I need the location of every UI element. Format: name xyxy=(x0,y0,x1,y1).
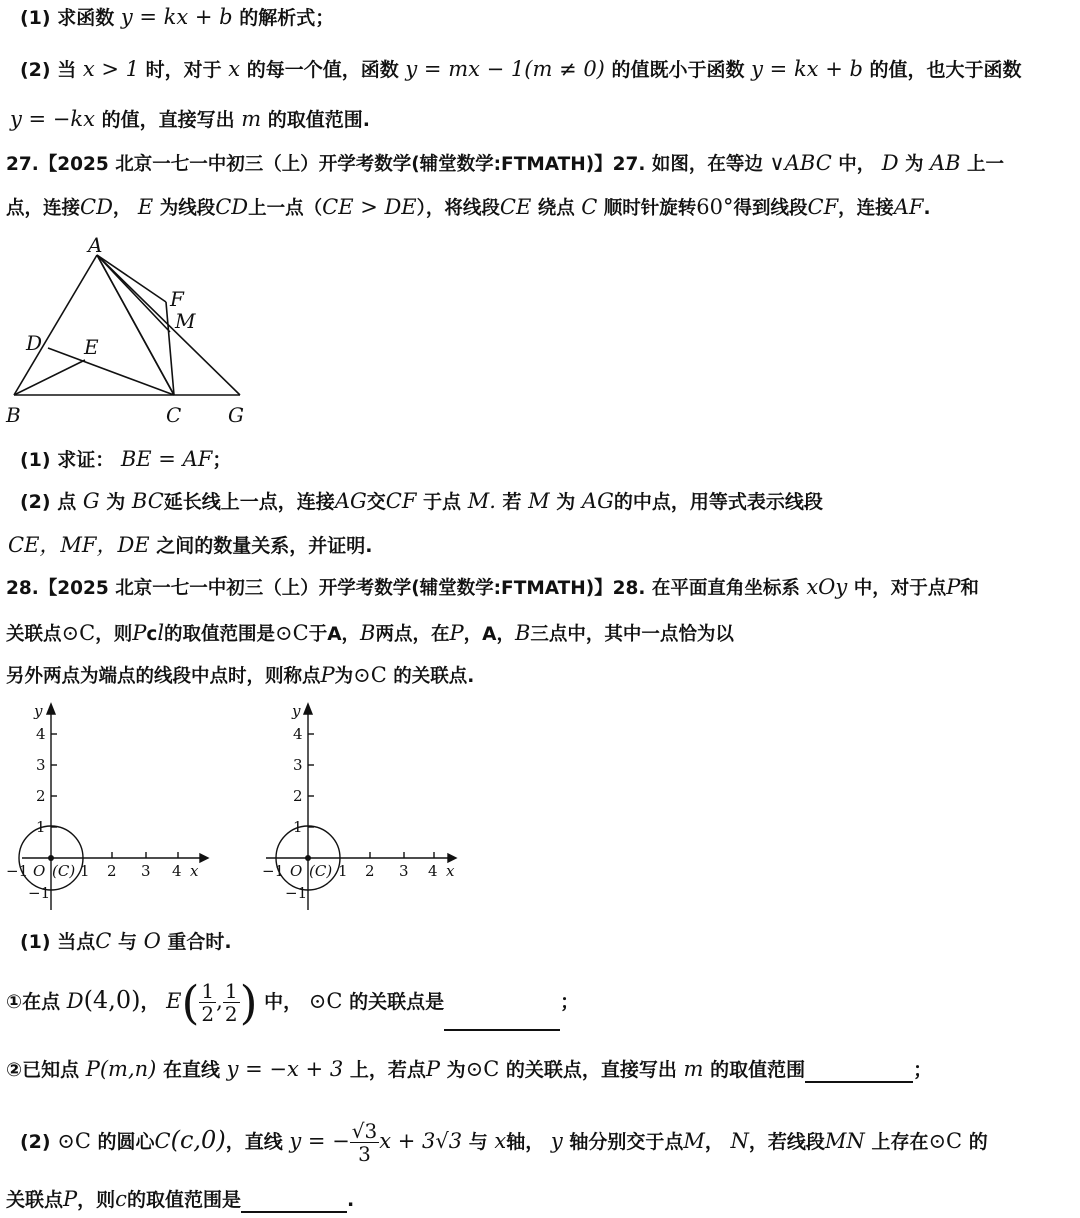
q27-part2-line2 xyxy=(8,532,372,559)
math: ⊙C xyxy=(465,1057,500,1081)
origin-point xyxy=(48,855,54,861)
text: 轴， xyxy=(506,1131,545,1153)
text: 为 xyxy=(556,491,576,513)
comma: , xyxy=(216,989,223,1013)
paren-right: ) xyxy=(239,975,258,1030)
text: 上一点（ xyxy=(248,198,323,219)
text: 与 xyxy=(117,931,137,953)
math: AG xyxy=(334,489,367,513)
line-AF xyxy=(97,255,166,302)
denominator: 2 xyxy=(201,1002,215,1026)
text: 顺时针旋转 xyxy=(603,198,697,219)
math: AG xyxy=(581,489,614,513)
text: 于A， xyxy=(308,624,361,645)
text: 为 xyxy=(446,1059,466,1081)
math: P xyxy=(425,1057,440,1081)
tick-x-3: 3 xyxy=(399,862,409,880)
math: y = −kx xyxy=(10,107,95,131)
label-G: G xyxy=(228,403,244,427)
text: ，则 xyxy=(95,624,133,645)
text: 当点 xyxy=(57,931,96,953)
text: 的关联点，直接写出 xyxy=(505,1059,677,1081)
math: ∨ABC xyxy=(769,151,832,175)
text: ，A， xyxy=(463,624,515,645)
text: 的取值范围是 xyxy=(164,624,276,645)
text: 三点中，其中一点恰为以 xyxy=(530,624,734,645)
center-label: (C) xyxy=(309,862,333,880)
text: 求函数 xyxy=(57,7,115,29)
text: 的解析式； xyxy=(239,7,335,29)
math: P xyxy=(946,575,961,599)
y-axis-arrow xyxy=(304,704,312,714)
math: l xyxy=(157,621,165,645)
fraction-sqrt3-over-3 xyxy=(350,1120,379,1165)
tick-y-2: 2 xyxy=(293,787,303,805)
math: (m ≠ 0) xyxy=(524,57,605,81)
q26-part2-line2 xyxy=(10,106,370,133)
math: B xyxy=(360,621,376,645)
text: 的值，直接写出 xyxy=(101,109,235,131)
tick-x-2: 2 xyxy=(365,862,375,880)
text: 上存在 xyxy=(871,1131,929,1153)
text: 绕点 xyxy=(537,198,575,219)
math: CF xyxy=(807,195,839,219)
text: 为 xyxy=(106,491,126,513)
math: ⊙C xyxy=(275,621,309,645)
tick-y-neg1: −1 xyxy=(28,884,51,902)
math: BE = AF xyxy=(120,447,213,471)
paren-left: ( xyxy=(181,975,200,1030)
math: P xyxy=(63,1187,78,1211)
text: 得到线段 xyxy=(733,198,808,219)
q28-part1 xyxy=(20,928,232,955)
math: 60° xyxy=(696,195,734,219)
part-label: (2) xyxy=(20,1131,51,1153)
math: N xyxy=(730,1129,749,1153)
text: 的值，也大于函数 xyxy=(869,59,1022,81)
triangle-figure xyxy=(0,232,260,432)
label-A: A xyxy=(88,233,103,257)
math: CE > DE xyxy=(322,195,417,219)
label-B: B xyxy=(6,403,21,427)
origin-point xyxy=(305,855,311,861)
tick-y-2: 2 xyxy=(36,787,46,805)
text: . xyxy=(923,198,931,219)
text: 为线段 xyxy=(159,198,216,219)
text: ，则 xyxy=(77,1189,116,1211)
q27-heading-line2 xyxy=(6,194,930,222)
tick-x-4: 4 xyxy=(428,862,438,880)
math: x xyxy=(494,1129,507,1153)
part-label: (2) xyxy=(20,59,51,81)
math: P xyxy=(320,663,335,687)
math: y = kx + b xyxy=(751,57,863,81)
text: 的取值范围 xyxy=(710,1059,806,1081)
text: 另外两点为端点的线段中点时，则称点 xyxy=(6,666,321,687)
q28-part2-line1 xyxy=(20,1112,988,1172)
math: (4,0) xyxy=(83,986,141,1014)
math: y = mx − 1 xyxy=(405,57,525,81)
text: ②已知点 xyxy=(6,1059,80,1081)
text: ，直线 xyxy=(225,1131,283,1153)
x-axis-arrow xyxy=(200,854,208,862)
math: x + 3√3 xyxy=(379,1129,463,1153)
text: ； xyxy=(560,991,580,1013)
math: D xyxy=(881,151,899,175)
text: 中， xyxy=(838,154,876,175)
text: ， xyxy=(140,991,160,1013)
text: . xyxy=(346,1189,355,1211)
label-E: E xyxy=(84,335,99,359)
math: ⊙C xyxy=(57,1129,91,1153)
math: M xyxy=(683,1129,705,1153)
text: ，若线段 xyxy=(748,1131,825,1153)
q28-sub2 xyxy=(6,1056,932,1083)
tick-y-4: 4 xyxy=(293,725,303,743)
numerator: √3 xyxy=(351,1119,378,1143)
text: 当 xyxy=(57,59,77,81)
q28-heading-line1 xyxy=(6,574,979,602)
label-F: F xyxy=(170,287,184,311)
coordinate-plane-2 xyxy=(258,698,478,914)
q28-heading-line2 xyxy=(6,620,734,648)
part-label: (2) xyxy=(20,491,51,513)
tick-y-3: 3 xyxy=(36,756,46,774)
math: MN xyxy=(824,1129,865,1153)
q28-part2-line2 xyxy=(6,1186,354,1213)
math: M. xyxy=(467,489,496,513)
coordinate-plane-1 xyxy=(0,698,220,914)
math: E xyxy=(137,195,154,219)
part-label: (1) xyxy=(20,7,51,29)
text: 中， xyxy=(264,991,303,1013)
math: xOy xyxy=(806,575,848,599)
text: ； xyxy=(913,1059,933,1081)
q27-part1 xyxy=(20,446,231,473)
text: 轴分别交于点 xyxy=(569,1131,684,1153)
label-M: M xyxy=(175,309,196,333)
tick-x-neg1: −1 xyxy=(6,862,29,880)
text: 交 xyxy=(366,491,386,513)
y-axis-arrow xyxy=(47,704,55,714)
text: 两点，在 xyxy=(375,624,450,645)
tick-x-2: 2 xyxy=(107,862,117,880)
text: 于点 xyxy=(423,491,462,513)
math: CE xyxy=(499,195,532,219)
text: 的取值范围是 xyxy=(126,1189,241,1211)
answer-blank-2[interactable] xyxy=(805,1059,913,1083)
math: y = kx + b xyxy=(120,5,233,29)
math: D xyxy=(66,989,84,1013)
math: ⊙C xyxy=(61,621,96,645)
text: 28.【2025 北京一七一中初三（上）开学考数学(辅堂数学:FTMATH)】28. 在平面直角坐标系 xyxy=(6,578,800,599)
tick-y-1: 1 xyxy=(36,818,46,836)
math: m xyxy=(683,1057,704,1081)
math: E xyxy=(166,989,182,1013)
q26-part2-line1 xyxy=(20,56,1022,83)
text: ， xyxy=(704,1131,724,1153)
tick-x-3: 3 xyxy=(141,862,151,880)
q28-heading-line3 xyxy=(6,662,474,690)
numerator: 1 xyxy=(224,979,238,1003)
math: ⊙C xyxy=(308,989,343,1013)
text: 的每一个值，函数 xyxy=(246,59,399,81)
text: ， xyxy=(112,198,132,219)
y-label: y xyxy=(292,702,301,720)
origin-label: O xyxy=(33,862,46,880)
text: 点 xyxy=(57,491,77,513)
tick-x-neg1: −1 xyxy=(262,862,285,880)
label-C: C xyxy=(166,403,182,427)
math: (c,0) xyxy=(170,1126,226,1154)
math: CD xyxy=(215,195,249,219)
math: ⊙C xyxy=(353,663,387,687)
math: O xyxy=(143,929,161,953)
text: 为 xyxy=(334,666,354,687)
text: 的中点，用等式表示线段 xyxy=(613,491,823,513)
origin-label: O xyxy=(290,862,303,880)
x-axis-arrow xyxy=(448,854,456,862)
text: 的关联点. xyxy=(393,666,475,687)
text: 时，对于 xyxy=(145,59,222,81)
text: 之间的数量关系，并证明. xyxy=(156,535,373,557)
math: G xyxy=(82,489,100,513)
x-label: x xyxy=(446,862,455,880)
text: 的值既小于函数 xyxy=(611,59,745,81)
text: 和 xyxy=(960,578,979,599)
tick-y-3: 3 xyxy=(293,756,303,774)
math: ⊙C xyxy=(928,1129,963,1153)
math: m xyxy=(241,107,262,131)
tick-x-4: 4 xyxy=(172,862,182,880)
text: c xyxy=(146,624,158,645)
text: 27.【2025 北京一七一中初三（上）开学考数学(辅堂数学:FTMATH)】27. 如图，在等边 xyxy=(6,154,763,175)
math: y xyxy=(550,1129,563,1153)
text: 与 xyxy=(468,1131,488,1153)
text: 上一 xyxy=(967,154,1005,175)
q28-sub1 xyxy=(6,972,579,1032)
tick-y-1: 1 xyxy=(293,818,303,836)
text: 求证： xyxy=(57,449,115,471)
math: AB xyxy=(929,151,961,175)
text: 上，若点 xyxy=(349,1059,426,1081)
text: ①在点 xyxy=(6,991,61,1013)
text: 的 xyxy=(968,1131,988,1153)
math: AF xyxy=(893,195,924,219)
math: P xyxy=(132,621,147,645)
tick-x-1: 1 xyxy=(338,862,348,880)
text: 点，连接 xyxy=(6,198,81,219)
text: 关联点 xyxy=(6,624,62,645)
math: y = −x + 3 xyxy=(226,1057,344,1081)
center-label: (C) xyxy=(52,862,76,880)
x-label: x xyxy=(190,862,199,880)
text: 若 xyxy=(502,491,522,513)
math: CE，MF，DE xyxy=(8,533,150,557)
text: ，连接 xyxy=(838,198,894,219)
tick-x-1: 1 xyxy=(80,862,90,880)
q27-heading-line1 xyxy=(6,150,1004,178)
text: 在直线 xyxy=(162,1059,220,1081)
math: x > 1 xyxy=(82,57,140,81)
text: 关联点 xyxy=(6,1189,64,1211)
math: M xyxy=(528,489,550,513)
text: ； xyxy=(212,449,232,471)
tick-y-neg1: −1 xyxy=(285,884,308,902)
math: C xyxy=(581,195,598,219)
math: P xyxy=(449,621,464,645)
math: CD xyxy=(80,195,113,219)
part-label: (1) xyxy=(20,931,51,953)
label-D: D xyxy=(26,331,43,355)
text: 的关联点是 xyxy=(349,991,445,1013)
text: 中，对于点 xyxy=(853,578,947,599)
math: x xyxy=(228,57,241,81)
denominator: 2 xyxy=(224,1002,238,1026)
math: CF xyxy=(385,489,417,513)
fraction-half xyxy=(223,980,240,1025)
text: 重合时. xyxy=(167,931,232,953)
text: ），将线段 xyxy=(416,198,500,219)
math: BC xyxy=(131,489,164,513)
y-label: y xyxy=(34,702,43,720)
text: 的取值范围. xyxy=(267,109,371,131)
math: c xyxy=(115,1187,127,1211)
math: (m,n) xyxy=(99,1057,157,1081)
math: P xyxy=(85,1057,100,1081)
line-DC xyxy=(48,348,174,395)
text: 的圆心 xyxy=(97,1131,155,1153)
math: y = − xyxy=(289,1129,350,1153)
text: 延长线上一点，连接 xyxy=(163,491,335,513)
math: B xyxy=(514,621,531,645)
math: C xyxy=(95,929,112,953)
tick-y-4: 4 xyxy=(36,725,46,743)
answer-blank-3[interactable] xyxy=(241,1189,347,1213)
answer-blank-1[interactable] xyxy=(444,1007,560,1031)
q26-part1 xyxy=(20,4,334,31)
text: 为 xyxy=(905,154,924,175)
q27-part2-line1 xyxy=(20,488,823,515)
part-label: (1) xyxy=(20,449,51,471)
denominator: 3 xyxy=(358,1142,371,1166)
fraction-half xyxy=(199,980,216,1025)
numerator: 1 xyxy=(201,979,215,1003)
math: C xyxy=(154,1129,171,1153)
